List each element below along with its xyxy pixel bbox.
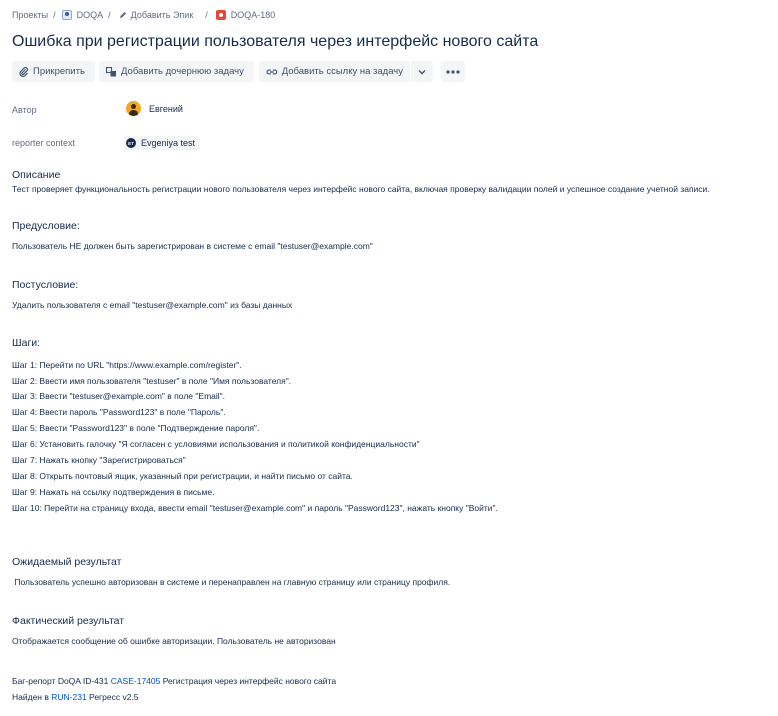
breadcrumb-epic-label: Добавить Эпик <box>130 10 194 20</box>
reporter-avatar: ET <box>126 138 136 148</box>
step-item[interactable]: Шаг 6: Установить галочку "Я согласен с условиями использования и политикой конфиденциальности" <box>12 439 420 449</box>
breadcrumb-issue-label: DOQA-180 <box>230 10 276 20</box>
chevron-down-icon <box>418 69 426 75</box>
step-item[interactable]: Шаг 5: Ввести "Password123" в поле "Подтверждение пароля". <box>12 423 260 433</box>
attach-button[interactable] <box>12 61 95 82</box>
child-issues-icon <box>106 67 117 77</box>
step-item[interactable]: Шаг 10: Перейти на страницу входа, ввести email "testuser@example.com" и пароль "Password123", нажать кнопку "Войти". <box>12 503 498 513</box>
bug-icon <box>216 10 226 20</box>
author-value[interactable]: Евгений <box>149 104 183 114</box>
breadcrumb-separator: / <box>53 10 56 20</box>
bug-report-line <box>12 676 336 686</box>
found-in-prefix: Найден в <box>12 692 52 702</box>
pencil-icon <box>119 11 127 19</box>
breadcrumb-project[interactable] <box>62 10 104 20</box>
description-heading: Описание <box>12 169 61 181</box>
precondition-text[interactable]: Пользователь НЕ должен быть зарегистрирован в системе с email "testuser@example.com" <box>12 241 373 251</box>
step-item[interactable]: Шаг 4: Ввести пароль "Password123" в поле "Пароль". <box>12 407 226 417</box>
expected-result-text[interactable]: Пользователь успешно авторизован в системе и перенаправлен на главную страницу или страницу профиля. <box>12 577 451 587</box>
more-actions-button[interactable] <box>441 61 465 82</box>
breadcrumb-epic[interactable] <box>117 10 194 20</box>
link-icon <box>266 67 278 77</box>
run-link[interactable]: RUN-231 <box>51 692 87 702</box>
page-title[interactable]: Ошибка при регистрации пользователя через интерфейс нового сайта <box>12 33 539 50</box>
add-issue-link-label: Добавить ссылку на задачу <box>281 66 403 77</box>
breadcrumb-separator: / <box>205 10 208 20</box>
author-label: Автор <box>12 105 37 115</box>
reporter-context-label: reporter context <box>12 138 76 148</box>
breadcrumb-separator: / <box>108 10 111 20</box>
actual-result-text[interactable]: Отображается сообщение об ошибке авторизации. Пользователь не авторизован <box>12 636 336 646</box>
breadcrumb-project-label: DOQA <box>76 10 104 20</box>
expected-result-heading: Ожидаемый результат <box>12 556 122 568</box>
run-title: Регресс v2.5 <box>86 692 139 702</box>
breadcrumb-issue[interactable] <box>214 10 276 20</box>
add-child-issue-button[interactable] <box>99 61 254 82</box>
add-child-issue-label: Добавить дочернюю задачу <box>121 66 244 77</box>
actual-result-heading: Фактический результат <box>12 615 125 627</box>
postcondition-heading: Постусловие: <box>12 279 79 291</box>
author-avatar <box>126 101 141 116</box>
reporter-context-chip[interactable] <box>124 136 200 150</box>
paperclip-icon <box>19 67 29 77</box>
attach-button-label: Прикрепить <box>33 66 85 77</box>
case-link[interactable]: CASE-17405 <box>110 676 161 686</box>
step-item[interactable]: Шаг 2: Ввести имя пользователя "testuser" в поле "Имя пользователя". <box>12 376 292 386</box>
postcondition-text[interactable]: Удалить пользователя с email "testuser@example.com" из базы данных <box>12 300 293 310</box>
reporter-context-value: Evgeniya test <box>141 138 196 148</box>
breadcrumb-projects[interactable]: Проекты <box>12 10 49 20</box>
project-avatar-icon <box>62 10 72 20</box>
step-item[interactable]: Шаг 7: Нажать кнопку "Зарегистрироваться" <box>12 455 186 465</box>
link-options-dropdown[interactable] <box>411 61 433 82</box>
step-item[interactable]: Шаг 3: Ввести "testuser@example.com" в поле "Email". <box>12 391 226 401</box>
description-text[interactable]: Тест проверяет функциональность регистрации нового пользователя через интерфейс нового сайта, включая проверку валидации полей и успешное создание учетной записи. <box>12 184 710 194</box>
step-item[interactable]: Шаг 9: Нажать на ссылку подтверждения в письме. <box>12 487 215 497</box>
step-item[interactable]: Шаг 1: Перейти по URL "https://www.example.com/register". <box>12 360 242 370</box>
add-issue-link-button[interactable] <box>259 61 410 82</box>
steps-heading: Шаги: <box>12 337 41 349</box>
step-item[interactable]: Шаг 8: Открыть почтовый ящик, указанный при регистрации, и найти письмо от сайта. <box>12 471 353 481</box>
more-icon <box>446 70 460 74</box>
precondition-heading: Предусловие: <box>12 220 80 232</box>
found-in-line <box>12 692 139 702</box>
case-title: Регистрация через интерфейс нового сайта <box>160 676 337 686</box>
breadcrumb <box>12 9 275 21</box>
bug-report-prefix: Баг-репорт DoQA ID-431 <box>12 676 111 686</box>
